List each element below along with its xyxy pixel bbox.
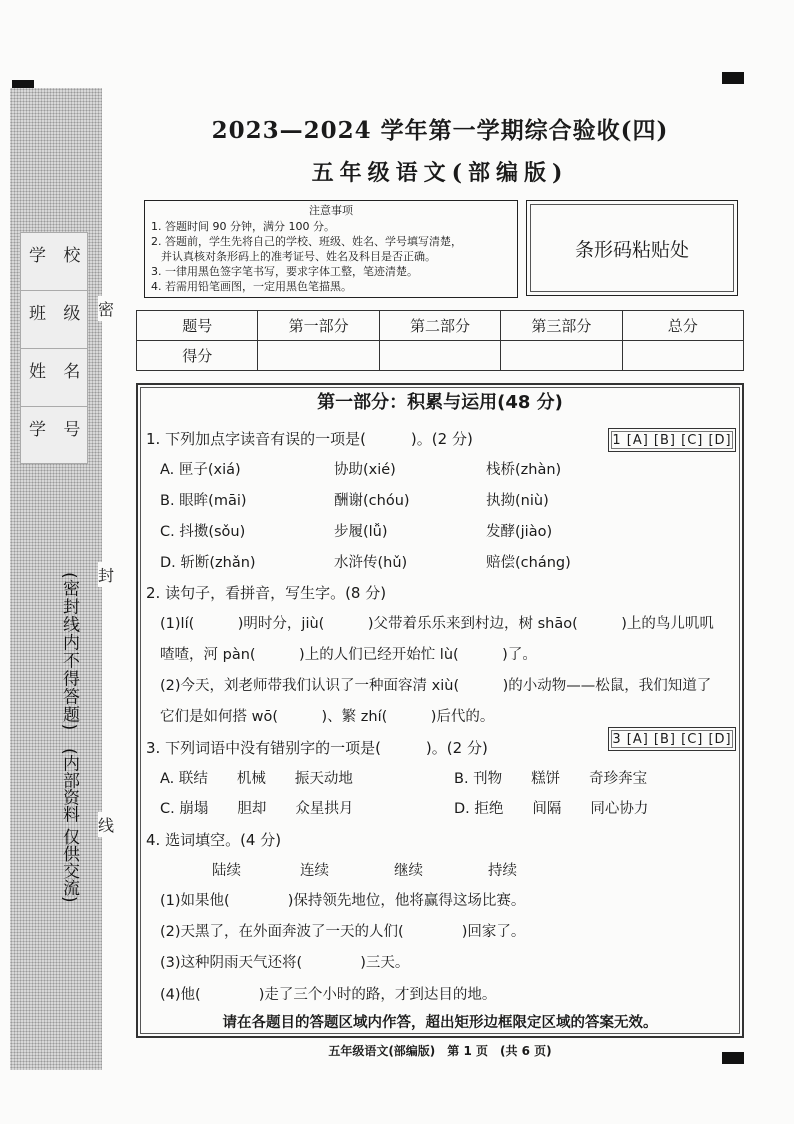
barcode-area[interactable]	[526, 200, 738, 296]
q1-option: D. 斩断(zhǎn)	[160, 555, 256, 571]
q1-option: 执拗(niù)	[486, 493, 549, 509]
q1-option: C. 抖擞(sǒu)	[160, 524, 246, 540]
student-id-field[interactable]	[21, 407, 87, 465]
q3-option: A. 联结 机械 振天动地	[160, 771, 353, 787]
seal-char-xian: 线	[98, 812, 114, 837]
student-id-label: 学 号	[29, 420, 87, 440]
name-field[interactable]	[21, 349, 87, 407]
q1-option: 发酵(jiào)	[486, 524, 553, 540]
q3-option: B. 刊物 糕饼 奇珍奔宝	[454, 771, 648, 787]
corner-mark-top-right	[722, 72, 744, 84]
school-label: 学 校	[29, 246, 87, 266]
internal-material-notice: (内部资料 仅供交流)	[59, 748, 79, 903]
q3-answer-box[interactable]	[608, 727, 736, 751]
no-answer-notice: (密封线内不得答题)	[59, 572, 79, 732]
answer-area-warning: 请在各题目的答题区域内作答，超出矩形边框限定区域的答案无效。	[222, 1015, 658, 1031]
exam-subtitle: 五年级语文(部编版)	[311, 160, 569, 186]
q1-option: B. 眼眸(māi)	[160, 493, 247, 509]
q4-word: 继续	[394, 863, 423, 879]
score-header-cell: 题号	[137, 311, 258, 341]
notice-item: 1. 答题时间 90 分钟，满分 100 分。	[151, 220, 335, 233]
notice-item: 并认真核对条形码上的准考证号、姓名及科目是否正确。	[161, 250, 436, 263]
notice-title: 注意事项	[309, 204, 353, 217]
q4-stem: 4. 选词填空。(4 分)	[146, 831, 282, 849]
q1-stem: 1. 下列加点字读音有误的一项是( )。(2 分)	[146, 430, 473, 448]
q2-line: 喳喳，河 pàn( )上的人们已经开始忙 lù( )了。	[160, 647, 537, 663]
score-header-cell: 第二部分	[379, 311, 500, 341]
q3-option: D. 拒绝 间隔 同心协力	[454, 801, 649, 817]
q4-line: (4)他( )走了三个小时的路，才到达目的地。	[160, 987, 497, 1003]
barcode-label: 条形码粘贴处	[574, 238, 689, 261]
notice-item: 2. 答题前，学生先将自己的学校、班级、姓名、学号填写清楚，	[151, 235, 462, 248]
q1-option: 协助(xié)	[334, 462, 396, 478]
score-cell[interactable]	[258, 341, 379, 371]
q1-option: 水浒传(hǔ)	[334, 555, 408, 571]
score-header-cell: 第三部分	[501, 311, 622, 341]
q1-option: 步履(lǚ)	[334, 524, 388, 540]
score-header-cell: 总分	[622, 311, 743, 341]
q4-line: (2)天黑了，在外面奔波了一天的人们( )回家了。	[160, 924, 526, 940]
score-header-cell: 第一部分	[258, 311, 379, 341]
q1-option: 赔偿(cháng)	[486, 555, 571, 571]
section-1-title: 第一部分：积累与运用(48 分)	[317, 392, 563, 413]
score-cell[interactable]	[501, 341, 622, 371]
page-footer: 五年级语文(部编版) 第 1 页 (共 6 页)	[328, 1044, 552, 1058]
school-field[interactable]	[21, 233, 87, 291]
q1-option: 酬谢(chóu)	[334, 493, 410, 509]
notice-item: 3. 一律用黑色签字笔书写，要求字体工整，笔迹清楚。	[151, 265, 418, 278]
exam-title: 2023—2024 学年第一学期综合验收(四)	[211, 117, 669, 144]
seal-char-feng: 封	[98, 562, 114, 587]
q2-stem: 2. 读句子，看拼音，写生字。(8 分)	[146, 584, 387, 602]
q4-word: 陆续	[212, 863, 241, 879]
q3-stem: 3. 下列词语中没有错别字的一项是( )。(2 分)	[146, 739, 488, 757]
q3-option: C. 崩塌 胆却 众星拱月	[160, 801, 354, 817]
score-row	[137, 341, 744, 371]
q4-line: (1)如果他( )保持领先地位，他将赢得这场比赛。	[160, 893, 526, 909]
score-cell[interactable]	[379, 341, 500, 371]
seal-char-mi: 密	[98, 296, 114, 321]
q1-option: 栈桥(zhàn)	[486, 462, 562, 478]
q4-word: 持续	[488, 863, 517, 879]
q1-answer-box-inner	[611, 431, 733, 449]
q1-answer-options: 1 [A] [B] [C] [D]	[612, 432, 732, 448]
q3-answer-options: 3 [A] [B] [C] [D]	[612, 731, 732, 747]
name-label: 姓 名	[29, 362, 87, 382]
notice-box	[144, 200, 518, 298]
q2-line: 它们是如何搭 wō( )、繁 zhí( )后代的。	[160, 709, 495, 725]
score-cell[interactable]	[622, 341, 743, 371]
score-header-row	[137, 311, 744, 341]
q4-line: (3)这种阴雨天气还将( )三天。	[160, 955, 410, 971]
notice-item: 4. 若需用铅笔画图，一定用黑色笔描黑。	[151, 280, 352, 293]
q3-answer-box-inner	[611, 730, 733, 748]
class-label: 班 级	[29, 304, 87, 324]
q1-answer-box[interactable]	[608, 428, 736, 452]
student-info-box	[20, 232, 88, 464]
class-field[interactable]	[21, 291, 87, 349]
q1-option: A. 匣子(xiá)	[160, 462, 241, 478]
barcode-inner-border	[530, 204, 734, 292]
q2-line: (1)lí( )明时分，jiù( )父带着乐乐来到村边，树 shāo( )上的鸟儿叽叽	[160, 616, 714, 632]
score-row-label: 得分	[137, 341, 258, 371]
score-table	[136, 310, 744, 371]
q2-line: (2)今天，刘老师带我们认识了一种面容清 xiù( )的小动物——松鼠，我们知道了	[160, 678, 712, 694]
q4-word: 连续	[300, 863, 329, 879]
